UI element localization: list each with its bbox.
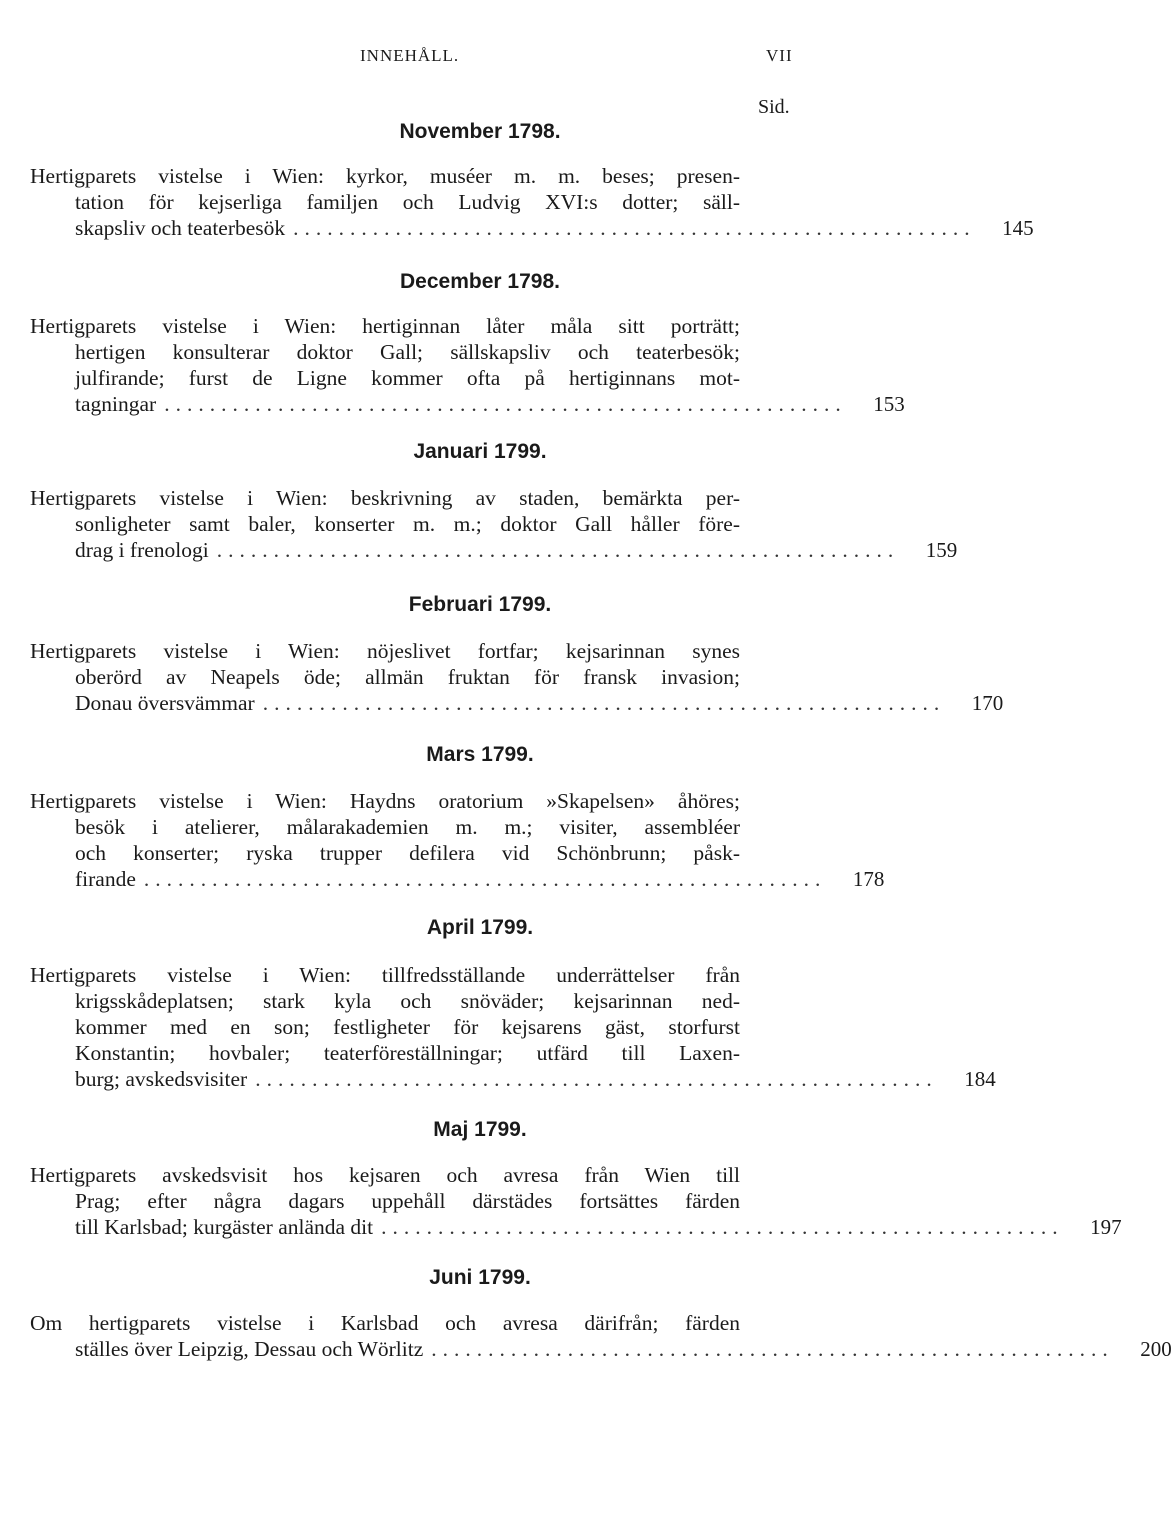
section-heading: December 1798.: [400, 270, 560, 293]
toc-entry-text: Donau översvämmar: [75, 691, 255, 715]
toc-entry-line: besök i atelierer, målarakademien m. m.; visiter, assembléer: [75, 815, 740, 839]
page-number: 184: [964, 1067, 996, 1091]
dot-leader: ............................................................: [262, 691, 946, 715]
toc-entry: [30, 962, 996, 1092]
toc-entry-line: krigsskådeplatsen; stark kyla och snöväder; kejsarinnan ned-: [75, 989, 740, 1013]
toc-entry-line: Prag; efter några dagars uppehåll därstädes fortsättes färden: [75, 1189, 740, 1213]
toc-entry-text: firande: [75, 867, 136, 891]
section-heading: Januari 1799.: [413, 440, 547, 463]
toc-entry: [30, 485, 958, 563]
page-number: 178: [852, 867, 885, 891]
toc-entry-line: oberörd av Neapels öde; allmän fruktan för fransk invasion;: [75, 665, 740, 689]
toc-entry-text: till Karlsbad; kurgäster anlända dit: [75, 1215, 374, 1239]
toc-entry-line: Hertigparets vistelse i Wien: Haydns oratorium »Skapelsen» åhöres;: [30, 789, 740, 813]
toc-entry-line: Hertigparets avskedsvisit hos kejsaren och avresa från Wien till: [30, 1163, 740, 1187]
toc-entry: [30, 163, 1034, 241]
toc-entry-line: Hertigparets vistelse i Wien: nöjeslivet fortfar; kejsarinnan synes: [30, 639, 740, 663]
running-head-page-number: VII: [766, 46, 793, 65]
toc-entry-line: Hertigparets vistelse i Wien: tillfredsställande underrättelser från: [30, 963, 740, 987]
dot-leader: ............................................................: [164, 392, 847, 416]
page-column-label: Sid.: [758, 96, 790, 118]
section-heading: Februari 1799.: [408, 593, 552, 616]
page-number: 145: [1002, 216, 1034, 240]
toc-entry-line: [30, 1336, 1172, 1362]
section-heading: Maj 1799.: [433, 1118, 527, 1141]
toc-entry-text: skapsliv och teaterbesök: [75, 216, 286, 240]
toc-entry: [30, 638, 1004, 716]
dot-leader: ............................................................: [293, 216, 976, 240]
toc-entry-line: [30, 391, 905, 417]
toc-entry-line: Hertigparets vistelse i Wien: beskrivning av staden, bemärkta per-: [30, 486, 740, 510]
toc-entry-line: [30, 866, 885, 892]
toc-entry: [30, 788, 885, 892]
toc-entry-line: [30, 690, 1004, 716]
running-head: [0, 46, 960, 74]
toc-entry-line: sonligheter samt baler, konserter m. m.; doktor Gall håller före-: [75, 512, 740, 536]
toc-entry-line: hertigen konsulterar doktor Gall; sällskapsliv och teaterbesök;: [75, 340, 740, 364]
toc-entry-line: [30, 537, 958, 563]
toc-entry-text: tagningar: [75, 392, 157, 416]
section-heading: Juni 1799.: [429, 1266, 531, 1289]
toc-entry-text: drag i frenologi: [75, 538, 209, 562]
page-number: 153: [873, 392, 905, 416]
page-number: 200: [1140, 1337, 1172, 1361]
toc-entry: [30, 1162, 1122, 1240]
toc-entry-line: Konstantin; hovbaler; teaterföreställningar; utfärd till Laxen-: [75, 1041, 740, 1065]
section-heading: November 1798.: [399, 120, 561, 143]
page-number: 197: [1090, 1215, 1122, 1239]
dot-leader: ............................................................: [216, 538, 900, 562]
toc-entry-line: Om hertigparets vistelse i Karlsbad och avresa därifrån; färden: [30, 1311, 740, 1335]
toc-entry-line: kommer med en son; festligheter för kejsarens gäst, storfurst: [75, 1015, 740, 1039]
section-heading: Mars 1799.: [426, 743, 534, 766]
toc-entry-line: julfirande; furst de Ligne kommer ofta på hertiginnans mot-: [75, 366, 740, 390]
running-head-title: INNEHÅLL.: [360, 46, 460, 65]
toc-entry: [30, 1310, 1172, 1362]
dot-leader: ............................................................: [381, 1215, 1064, 1239]
toc-entry-line: tation för kejserliga familjen och Ludvig XVI:s dotter; säll-: [75, 190, 740, 214]
dot-leader: ............................................................: [143, 867, 827, 891]
toc-entry-text: ställes över Leipzig, Dessau och Wörlitz: [75, 1337, 424, 1361]
toc-entry-line: [30, 215, 1034, 241]
page-number: 159: [925, 538, 958, 562]
toc-entry-line: Hertigparets vistelse i Wien: kyrkor, muséer m. m. beses; presen-: [30, 164, 740, 188]
dot-leader: ............................................................: [255, 1067, 938, 1091]
toc-entry-line: och konserter; ryska trupper defilera vid Schönbrunn; påsk-: [75, 841, 740, 865]
toc-entry-line: Hertigparets vistelse i Wien: hertiginnan låter måla sitt porträtt;: [30, 314, 740, 338]
toc-entry-text: burg; avskedsvisiter: [75, 1067, 248, 1091]
dot-leader: ............................................................: [431, 1337, 1114, 1361]
page-number: 170: [971, 691, 1004, 715]
section-heading: April 1799.: [426, 916, 534, 939]
toc-entry: [30, 313, 905, 417]
toc-entry-line: [30, 1214, 1122, 1240]
toc-entry-line: [30, 1066, 996, 1092]
